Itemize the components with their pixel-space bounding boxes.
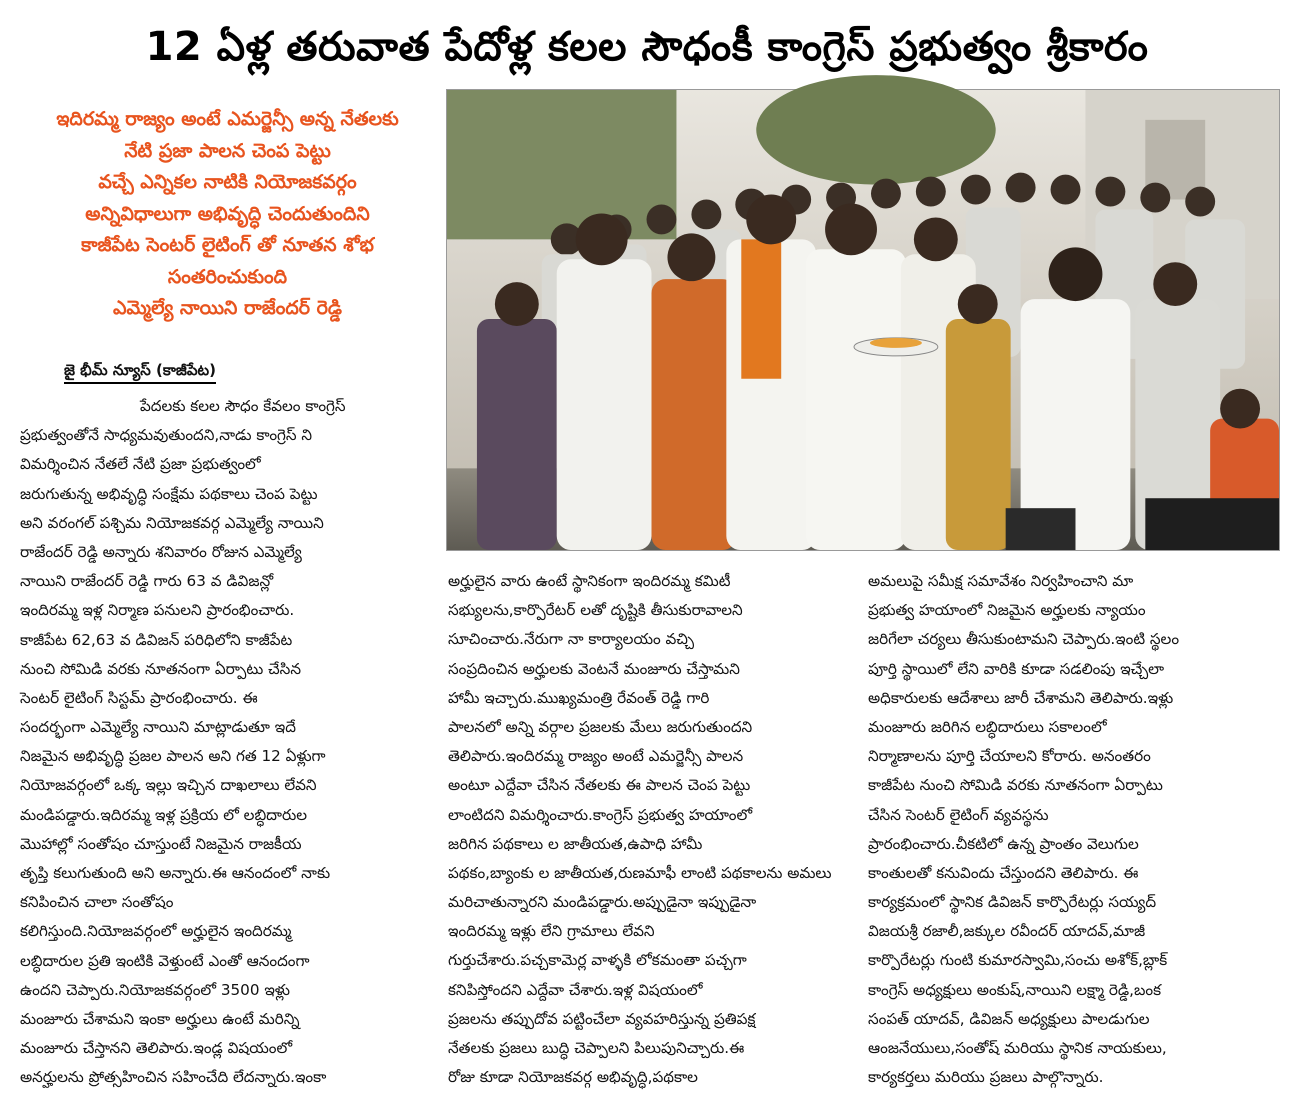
body-text-line: ఆంజనేయులు,సంతోష్ మరియు స్థానిక నాయకులు, xyxy=(868,1039,1167,1057)
body-text-line: హామీ ఇచ్చారు.ముఖ్యమంత్రి రేవంత్ రెడ్డి గారి xyxy=(448,688,710,707)
body-text-line: రాజేందర్ రెడ్డి అన్నారు శనివారం రోజున ఎమ్మెల్యే xyxy=(20,542,302,561)
body-text-line: పూర్తి స్థాయిలో లేని వారికి కూడా సడలింపు ఇచ్చేలా xyxy=(868,659,1165,678)
body-text-line: పాలనలో అన్ని వర్గాల ప్రజలకు మేలు జరుగుతుందని xyxy=(448,717,753,736)
body-text-line: అర్హులైన వారు ఉంటే స్థానికంగా ఇందిరమ్మ కమిటీ xyxy=(448,572,731,590)
body-text-line: సెంటర్ లైటింగ్ సిస్టమ్ ప్రారంభించారు. ఈ xyxy=(20,688,258,707)
news-photo xyxy=(446,89,1280,551)
subhead-line: ఇదిరమ్మ రాజ్యం అంటే ఎమర్జెన్సీ అన్న నేతలకు xyxy=(56,108,399,130)
subhead-line: నేటి ప్రజా పాలన చెంప పెట్టు xyxy=(124,139,331,162)
body-text-line: చేసిన సెంటర్ లైటింగ్ వ్యవస్థను xyxy=(868,805,1049,824)
body-text-line: కాంగ్రెస్ అధ్యక్షులు అంకుష్,నాయిని లక్ష్మా రెడ్డి,బంక xyxy=(868,980,1162,999)
body-text-line: ఉందని చెప్పారు.నియోజకవర్గంలో 3500 ఇళ్లు xyxy=(20,980,290,999)
body-text-line: నాయిని రాజేందర్ రెడ్డి గారు 63 వ డివిజన్లో xyxy=(20,572,274,591)
body-text-line: లాంటిదని విమర్శించారు.కాంగ్రెస్ ప్రభుత్వ హయాంలో xyxy=(448,805,753,824)
subhead-line: సంతరించుకుంది xyxy=(167,265,288,288)
body-text-line: మంజూరు జరిగిన లబ్ధిదారులు సకాలంలో xyxy=(868,717,1107,736)
byline: జై భీమ్ న్యూస్ (కాజీపేట) xyxy=(64,356,216,384)
headline: 12 ఏళ్ల తరువాత పేదోళ్ల కలల సౌధంకీ కాంగ్రెస్ ప్రభుత్వం శ్రీకారం xyxy=(145,24,1149,70)
body-text-line: నిర్మాణాలను పూర్తి చేయాలని కోరారు. అనంతరం xyxy=(868,747,1151,766)
subheads-block xyxy=(20,104,435,325)
subhead-line: కాజీపేట సెంటర్ లైటింగ్ తో నూతన శోభ xyxy=(81,234,374,256)
body-text-line: ప్రభుత్వంతోనే సాధ్యమవుతుందని,నాడు కాంగ్రెస్ ని xyxy=(20,426,313,445)
body-text-line: కాంతులతో కనువిందు చేస్తుందని తెలిపారు. ఈ xyxy=(868,863,1139,882)
body-text-line: నేతలకు ప్రజలు బుద్ధి చెప్పాలని పిలుపునిచ్చారు.ఈ xyxy=(448,1039,745,1057)
article-column-3 xyxy=(868,567,1280,1092)
body-text-line: తెలిపారు.ఇందిరమ్మ రాజ్యం అంటే ఎమర్జెన్సీ పాలన xyxy=(448,747,744,766)
body-text-line: నియోజవర్గంలో ఒక్క ఇల్లు ఇచ్చిన దాఖలాలు లేవని xyxy=(20,776,317,795)
body-text-line: సంప్రదించిన అర్హులకు వెంటనే మంజూరు చేస్తామని xyxy=(448,659,740,678)
body-text-line: మొహాల్లో సంతోషం చూస్తుంటే నిజమైన రాజకీయ xyxy=(20,834,302,853)
body-text-line: ప్రారంభించారు.చీకటిలో ఉన్న ప్రాంతం వెలుగుల xyxy=(868,834,1139,853)
body-text-line: సభ్యులను,కార్పొరేటర్ లతో దృష్టికి తీసుకురావాలని xyxy=(448,601,743,620)
body-text-line: సంపత్ యాదవ్, డివిజన్ అధ్యక్షులు పాలడుగుల xyxy=(868,1009,1150,1028)
body-text-line: నుంచి సోమిడి వరకు నూతనంగా ఏర్పాటు చేసిన xyxy=(20,659,301,678)
body-text-line: కార్పొరేటర్లు గుంటి కుమారస్వామి,సంచు అశోక్,బ్లాక్ xyxy=(868,951,1168,970)
subhead-line: ఎమ్మెల్యే నాయిని రాజేందర్ రెడ్డి xyxy=(113,297,342,319)
body-text-line: ప్రజలను తప్పుదోవ పట్టించేలా వ్యవహరిస్తున్న ప్రతిపక్ష xyxy=(448,1009,756,1028)
body-text-line: అధికారులకు ఆదేశాలు జారీ చేశామని తెలిపారు.ఇళ్లు xyxy=(868,688,1174,707)
body-text-line: జరుగుతున్న అభివృద్ధి సంక్షేమ పథకాలు చెంప పెట్టు xyxy=(20,484,318,503)
body-text-line: అంటూ ఎద్దేవా చేసిన నేతలకు ఈ పాలన చెంప పెట్టు xyxy=(448,776,751,795)
body-text-line: అనర్హులను ప్రోత్సహించిన సహించేది లేదన్నారు.ఇంకా xyxy=(20,1068,327,1087)
body-text-line: కాజీపేట నుంచి సోమిడి వరకు నూతనంగా ఏర్పాటు xyxy=(868,776,1163,795)
subhead-line: వచ్చే ఎన్నికల నాటికి నియోజకవర్గం xyxy=(98,171,357,193)
body-text-line: జరిగిన పథకాలు ల జాతీయత,ఉపాధి హామీ xyxy=(448,834,703,853)
body-text-line: కార్యక్రమంలో స్థానిక డివిజన్ కార్పొరేటర్లు సయ్యద్ xyxy=(868,893,1157,912)
body-text-line: జరిగేలా చర్యలు తీసుకుంటామని చెప్పారు.ఇంటి స్థలం xyxy=(868,630,1180,649)
body-text-line: కలిగిస్తుంది.నియోజవర్గంలో అర్హులైన ఇందిరమ్మ xyxy=(20,922,292,941)
body-text-line: ప్రభుత్వ హయాంలో నిజమైన అర్హులకు న్యాయం xyxy=(868,601,1146,620)
body-text-line: మంజూరు చేస్తానని తెలిపారు.ఇండ్ల విషయంలో xyxy=(20,1039,293,1058)
body-text-line: సూచించారు.నేరుగా నా కార్యాలయం వచ్చి xyxy=(448,630,695,649)
body-text-line: కార్యకర్తలు మరియు ప్రజలు పాల్గొన్నారు. xyxy=(868,1068,1104,1087)
body-text-line: కాజీపేట 62,63 వ డివిజన్ పరిధిలోని కాజీపేట xyxy=(20,630,293,649)
body-text-line: అమలుపై సమీక్ష సమావేశం నిర్వహించాని మా xyxy=(868,572,1134,590)
crowd-photo-illustration xyxy=(447,90,1279,550)
body-text-line: మండిపడ్డారు.ఇదిరమ్మ ఇళ్ల ప్రక్రియ లో లబ్ధిదారుల xyxy=(20,805,307,824)
body-text-line: పేదలకు కలల సౌధం కేవలం కాంగ్రెస్ xyxy=(140,397,346,415)
body-text-line: కనిపిస్తోందని ఎద్దేవా చేశారు.ఇళ్ల విషయంలో xyxy=(448,980,703,999)
body-text-line: విజయశ్రీ రజాలీ,జక్కుల రవీందర్ యాదవ్,మాజీ xyxy=(868,922,1146,941)
body-text-line: మరిచాతున్నారని మండిపడ్డారు.అప్పుడైనా ఇప్పుడైనా xyxy=(448,893,757,912)
body-text-line: సందర్భంగా ఎమ్మెల్యే నాయిని మాట్లాడుతూ ఇదే xyxy=(20,718,296,737)
body-text-line: ఇందిరమ్మ ఇళ్లు లేని గ్రామాలు లేవని xyxy=(448,922,655,941)
body-text-line: మంజూరు చేశామని ఇంకా అర్హులు ఉంటే మరిన్ని xyxy=(20,1009,300,1028)
body-text-line: కనిపించిన చాలా సంతోషం xyxy=(20,893,174,912)
body-text-line: విమర్శించిన నేతలే నేటి ప్రజా ప్రభుత్వంలో xyxy=(20,455,261,474)
body-text-line: తృప్తి కలుగుతుంది అని అన్నారు.ఈ ఆనందంలో నాకు xyxy=(20,864,331,882)
body-text-line: గుర్తుచేశారు.పచ్చకామెర్ల వాళ్ళకి లోకమంతా పచ్చగా xyxy=(448,951,747,970)
body-text-line: లబ్ధిదారుల ప్రతి ఇంటికి వెళ్తుంటే ఎంతో ఆనందంగా xyxy=(20,951,310,970)
body-text-line: ఇందిరమ్మ ఇళ్ల నిర్మాణ పనులని ప్రారంభించారు. xyxy=(20,601,295,620)
body-text-line: అని వరంగల్ పశ్చిమ నియోజకవర్గ ఎమ్మెల్యే నాయిని xyxy=(20,513,324,532)
body-text-line: నిజమైన అభివృద్ధి ప్రజల పాలన అని గత 12 ఏళ్లుగా xyxy=(20,747,326,766)
body-text-line: రోజు కూడా నియోజకవర్గ అభివృద్ధి,పథకాల xyxy=(448,1068,698,1087)
body-text-line: పథకం,బ్యాంకు ల జాతీయత,రుణమాఫీ లాంటి పథకాలను అమలు xyxy=(448,863,832,882)
article-column-1 xyxy=(20,392,440,1093)
subhead-line: అన్నివిధాలుగా అభివృద్ధి చెందుతుందిని xyxy=(85,202,370,225)
article-column-2 xyxy=(448,567,861,1092)
